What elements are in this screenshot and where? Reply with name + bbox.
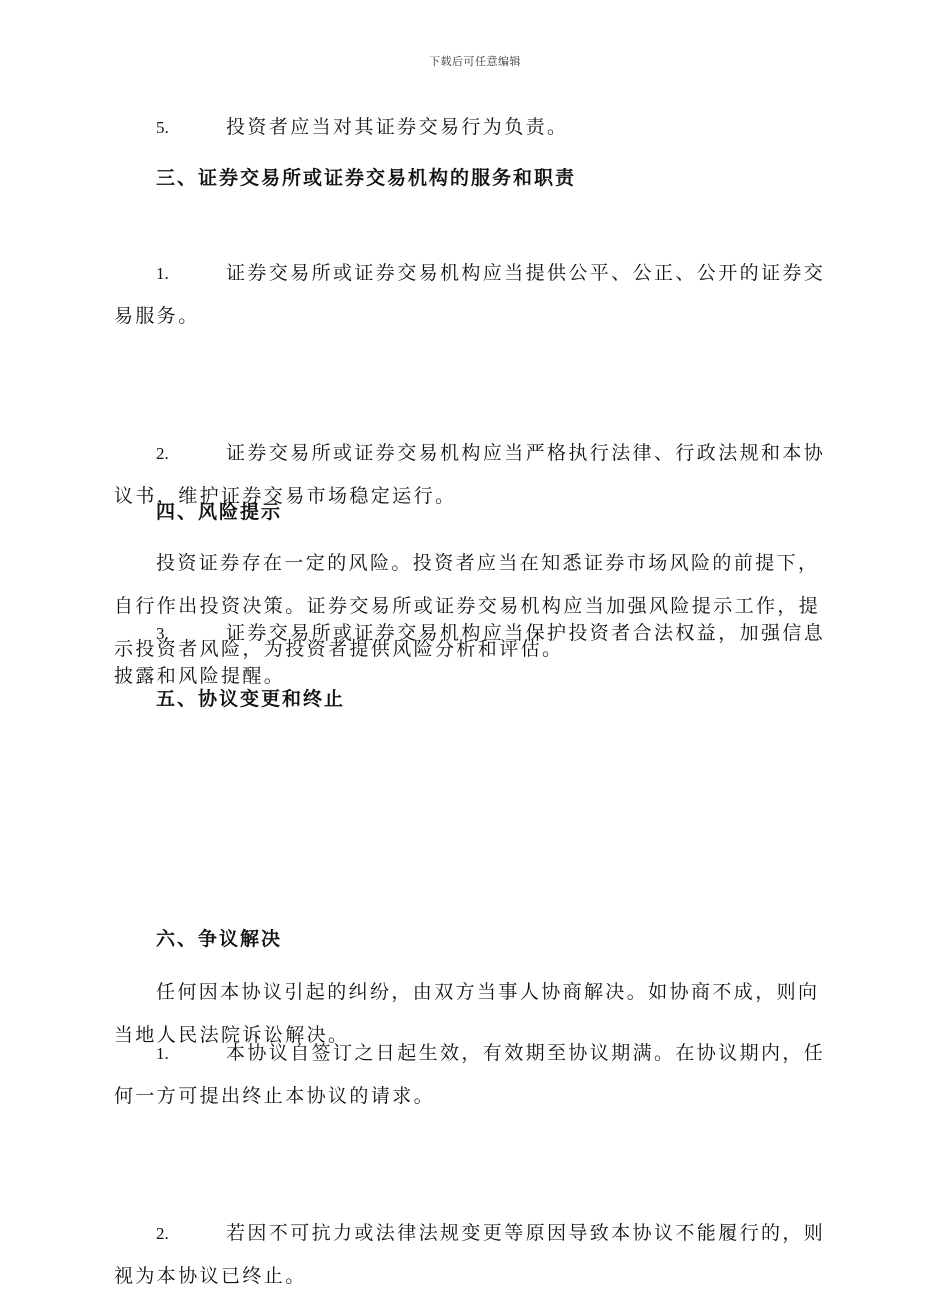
section-heading: 四、风险提示 xyxy=(156,501,283,523)
section-heading: 五、协议变更和终止 xyxy=(156,688,346,710)
item-number: 1. xyxy=(156,264,169,283)
item-text: 本协议自签订之日起生效，有效期至协议期满。在协议期内，任何一方可提出终止本协议的请求。 xyxy=(114,1042,826,1107)
item-number: 2. xyxy=(156,444,169,463)
item-number: 3. xyxy=(156,624,169,643)
item-number: 1. xyxy=(156,1044,169,1063)
item-number: 5. xyxy=(156,118,169,137)
item-number: 2. xyxy=(156,1224,169,1243)
header-note: 下载后可任意编辑 xyxy=(429,55,521,68)
item-text: 证券交易所或证券交易机构应当提供公平、公正、公开的证券交易服务。 xyxy=(114,262,826,327)
item-text: 证券交易所或证券交易机构应当严格执行法律、行政法规和本协议书，维护证券交易市场稳定运行。 xyxy=(114,442,826,507)
paragraph: 投资证券存在一定的风险。投资者应当在知悉证券市场风险的前提下，自行作出投资决策。证券交易所或证券交易机构应当加强风险提示工作，提示投资者风险，为投资者提供风险分析和评估。 xyxy=(114,552,821,660)
list-item xyxy=(114,1212,834,1298)
section-heading: 三、证券交易所或证券交易机构的服务和职责 xyxy=(156,167,577,189)
item-text: 投资者应当对其证券交易行为负责。 xyxy=(226,116,569,138)
section-heading: 六、争议解决 xyxy=(156,928,283,950)
item-text: 证券交易所或证券交易机构应当保护投资者合法权益，加强信息披露和风险提醒。 xyxy=(114,622,826,687)
list-item xyxy=(114,252,834,338)
list-item xyxy=(114,106,834,149)
paragraph: 任何因本协议引起的纠纷，由双方当事人协商解决。如协商不成，则向当地人民法院诉讼解决。 xyxy=(114,981,820,1046)
item-text: 若因不可抗力或法律法规变更等原因导致本协议不能履行的，则视为本协议已终止。 xyxy=(114,1222,826,1287)
